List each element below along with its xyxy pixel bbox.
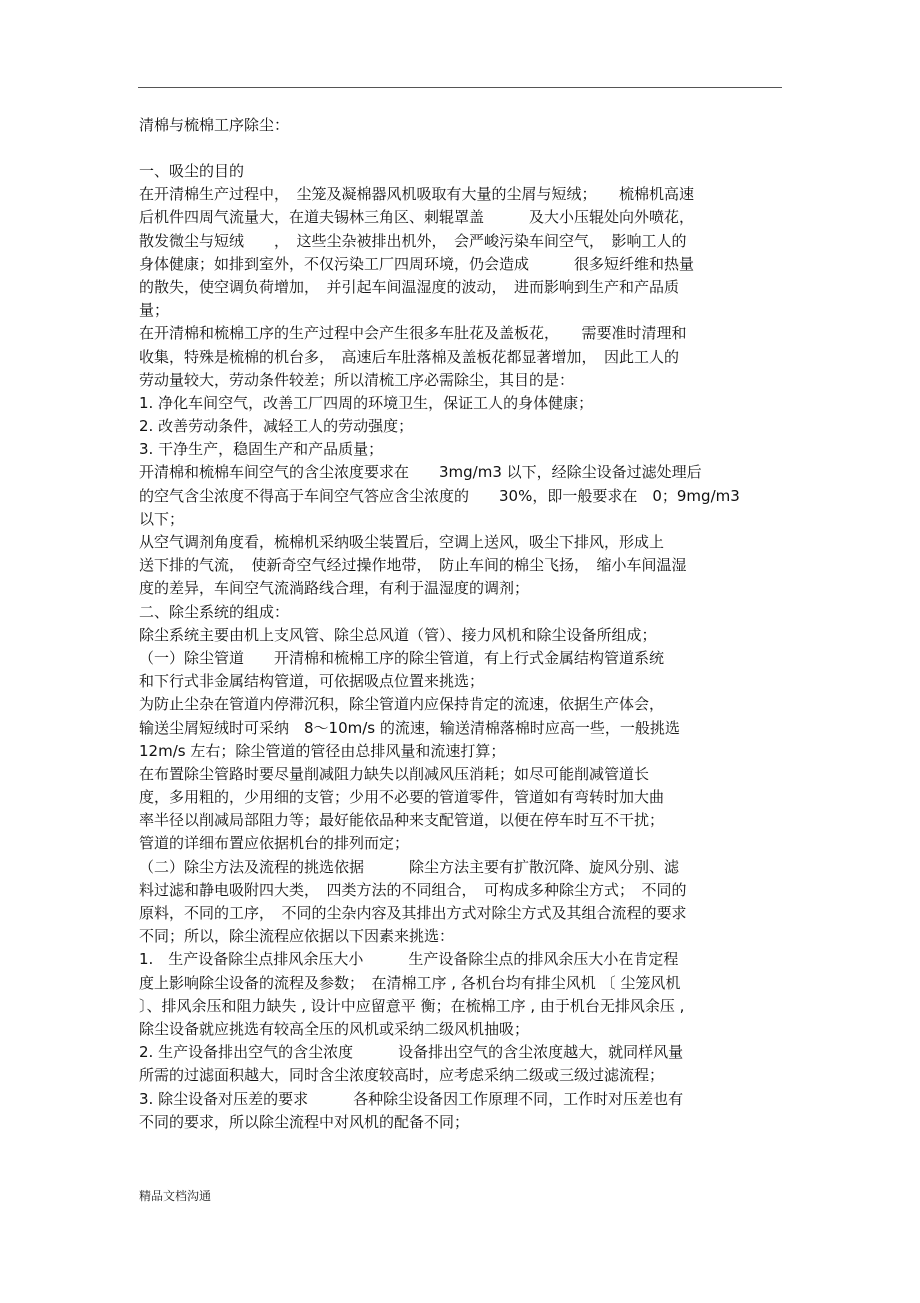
text-line: 在开清棉生产过程中， 尘笼及凝棉器风机吸取有大量的尘屑与短绒； 梳棉机高速 [139, 185, 695, 204]
text-line: 和下行式非金属结构管道，可依据吸点位置来挑选； [139, 672, 485, 691]
text-line: 散发微尘与短绒 ， 这些尘杂被排出机外， 会严峻污染车间空气， 影响工人的 [139, 231, 687, 250]
document-title: 清棉与梳棉工序除尘： [139, 116, 290, 134]
text-line: 不同；所以，除尘流程应依据以下因素来挑选： [139, 927, 455, 946]
text-line: 2. 生产设备排出空气的含尘浓度 设备排出空气的含尘浓度越大，就同样风量 [139, 1043, 684, 1062]
text-line: 为防止尘杂在管道内停滞沉积，除尘管道内应保持肯定的流速，依据生产体会， [139, 695, 665, 714]
text-line: 身体健康；如排到室外，不仅污染工厂四周环境，仍会造成 很多短纤维和热量 [139, 254, 695, 273]
text-line: 度，多用粗的，少用细的支管；少用不必要的管道零件，管道如有弯转时加大曲 [139, 788, 665, 807]
text-line: 料过滤和静电吸附四大类， 四类方法的不同组合， 可构成多种除尘方式； 不同的 [139, 880, 687, 899]
text-line: 送下排的气流， 使新奇空气经过操作地带， 防止车间的棉尘飞扬， 缩小车间温湿 [139, 556, 687, 575]
text-line: 收集，特殊是梳棉的机台多， 高速后车肚落棉及盖板花都显著增加， 因此工人的 [139, 347, 680, 366]
text-line: 〕、排风余压和阻力缺失 , 设计中应留意平 衡；在梳棉工序 , 由于机台无排风余压 , [139, 996, 685, 1015]
text-line: 量； [139, 301, 170, 320]
text-line: 管道的详细布置应依据机台的排列而定； [139, 834, 410, 853]
text-line: 以下； [139, 509, 185, 528]
text-line: 二、除尘系统的组成： [139, 602, 290, 621]
text-line: 输送尘屑短绒时可采纳 8～10m/s 的流速，输送清棉落棉时应高一些，一般挑选 [139, 718, 680, 737]
text-line: 开清棉和梳棉车间空气的含尘浓度要求在 3mg/m3 以下，经除尘设备过滤处理后 [139, 463, 702, 482]
text-line: 一、吸尘的目的 [139, 162, 245, 180]
text-line: （二）除尘方法及流程的挑选依据 除尘方法主要有扩散沉降、旋风分别、滤 [139, 857, 680, 876]
text-line: 的散失，使空调负荷增加， 并引起车间温湿度的波动， 进而影响到生产和产品质 [139, 277, 680, 296]
text-line: 12m/s 左右；除尘管道的管径由总排风量和流速打算； [139, 741, 506, 760]
text-line: 所需的过滤面积越大，同时含尘浓度较高时，应考虑采纳二级或三级过滤流程； [139, 1066, 665, 1085]
text-line: 3. 干净生产，稳固生产和产品质量； [139, 440, 384, 459]
text-line: 的空气含尘浓度不得高于车间空气答应含尘浓度的 30%，即一般要求在 0；9mg/m3 [139, 486, 740, 505]
text-line: （一）除尘管道 开清棉和梳棉工序的除尘管道，有上行式金属结构管道系统 [139, 648, 665, 667]
text-line: 后机件四周气流量大，在道夫锡林三角区、刺辊罩盖 及大小压辊处向外喷花， [139, 208, 695, 227]
text-line: 度上影响除尘设备的流程及参数； 在清棉工序 , 各机台均有排尘风机 〔 尘笼风机 [139, 973, 681, 992]
text-line: 在开清棉和梳棉工序的生产过程中会产生很多车肚花及盖板花， 需要准时清理和 [139, 324, 687, 343]
text-line: 原料，不同的工序， 不同的尘杂内容及其排出方式对除尘方式及其组合流程的要求 [139, 904, 687, 922]
text-line: 1. 净化车间空气，改善工厂四周的环境卫生，保证工人的身体健康； [139, 393, 594, 412]
page-footer: 精品文档沟通 [139, 1189, 212, 1203]
text-line: 率半径以削减局部阻力等；最好能依品种来支配管道，以便在停车时互不干扰； [139, 811, 665, 830]
text-line: 除尘系统主要由机上支风管、除尘总风道（管）、接力风机和除尘设备所组成； [139, 625, 657, 644]
text-line: 度的差异，车间空气流淌路线合理，有利于温湿度的调剂； [139, 579, 530, 598]
document-body [139, 160, 799, 1134]
text-line: 1. 生产设备除尘点排风余压大小 生产设备除尘点的排风余压大小在肯定程 [139, 950, 679, 969]
text-line: 从空气调剂角度看，梳棉机采纳吸尘装置后，空调上送风，吸尘下排风，形成上 [139, 533, 665, 551]
text-line: 2. 改善劳动条件，减轻工人的劳动强度； [139, 417, 414, 436]
text-line: 在布置除尘管路时要尽量削减阻力缺失以削减风压消耗；如尽可能削减管道长 [139, 764, 650, 783]
text-line: 劳动量较大，劳动条件较差；所以清梳工序必需除尘，其目的是： [139, 370, 575, 389]
text-line: 除尘设备就应挑选有较高全压的风机或采纳二级风机抽吸； [139, 1019, 530, 1038]
header-rule [138, 87, 782, 88]
text-line: 不同的要求，所以除尘流程中对风机的配备不同； [139, 1112, 470, 1131]
text-line: 3. 除尘设备对压差的要求 各种除尘设备因工作原理不同，工作时对压差也有 [139, 1089, 684, 1108]
